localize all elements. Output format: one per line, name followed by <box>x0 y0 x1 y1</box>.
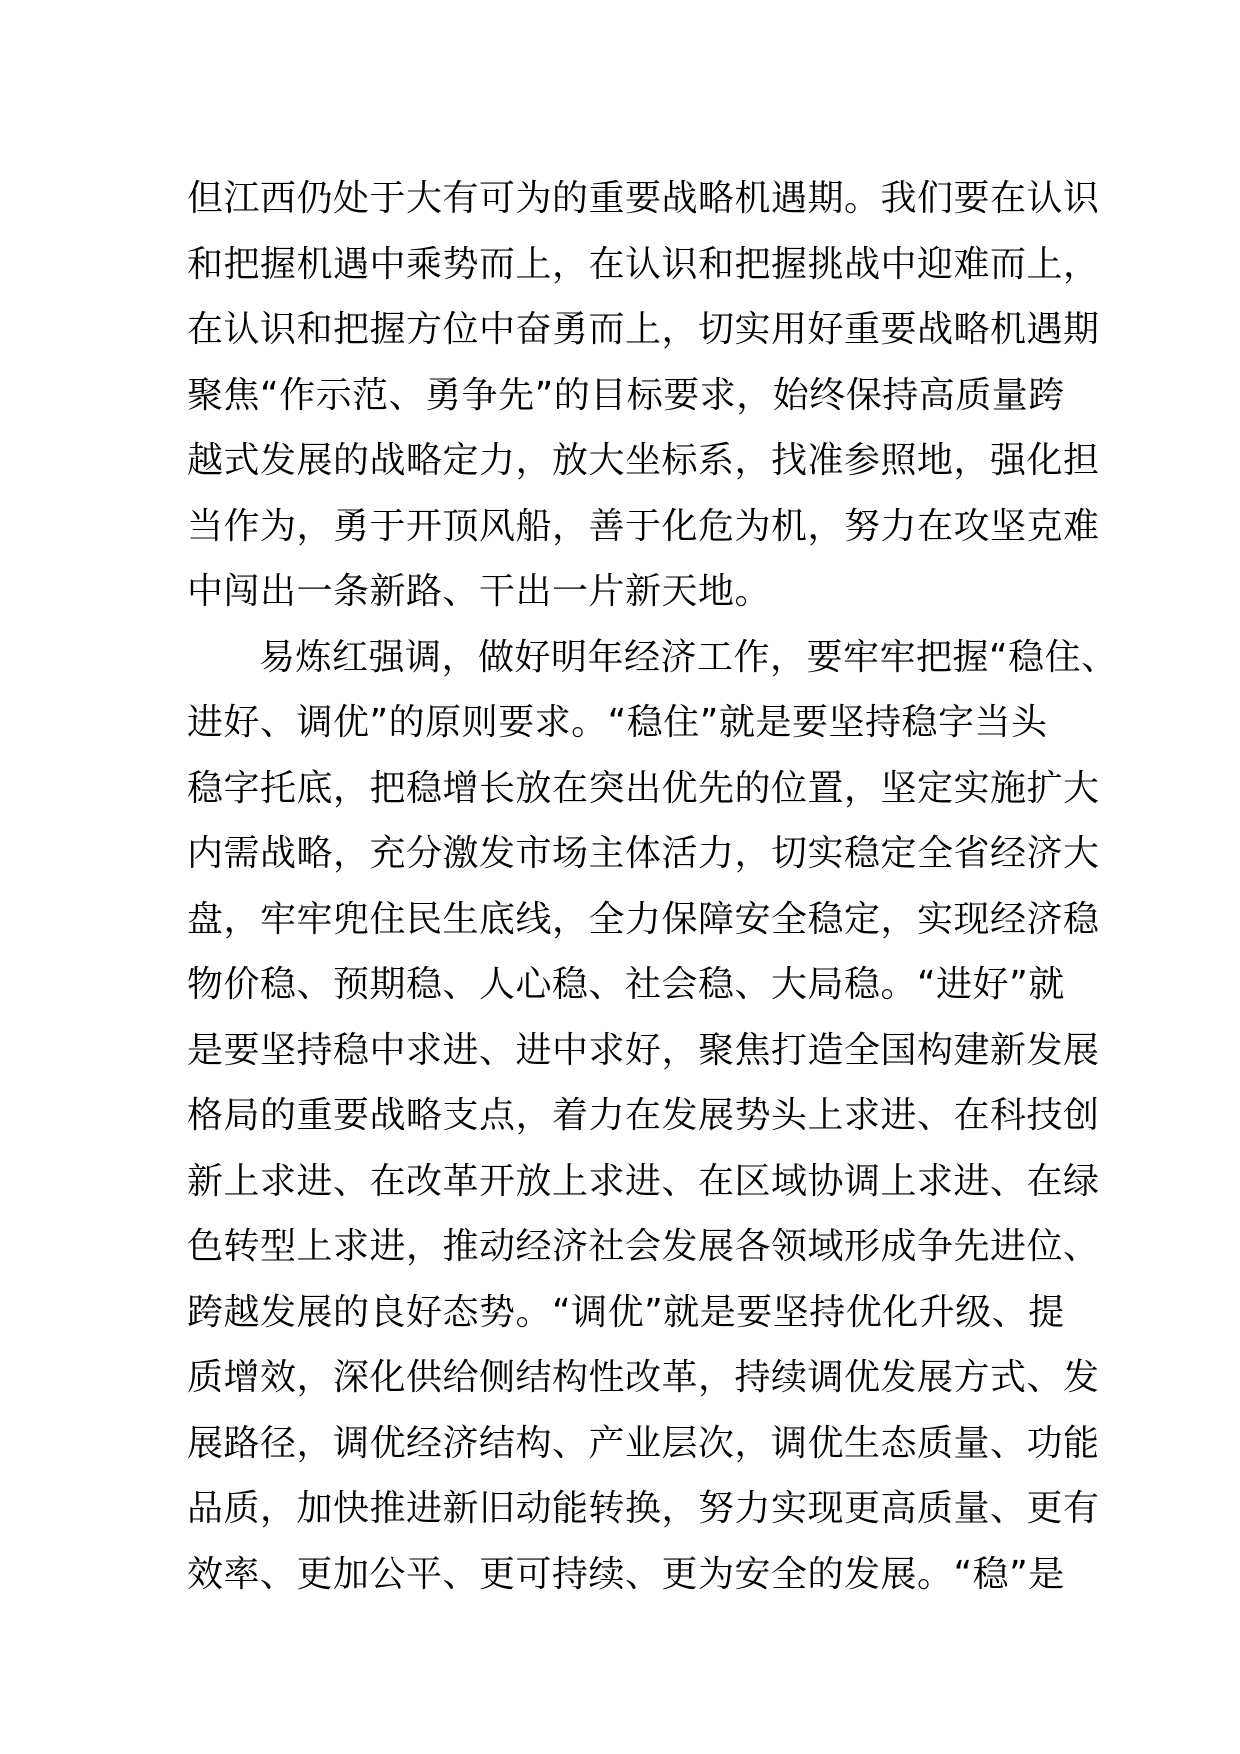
text-line: 盘，牢牢兜住民生底线，全力保障安全稳定，实现经济稳 <box>187 898 1100 940</box>
text-line: 新上求进、在改革开放上求进、在区域协调上求进、在绿 <box>187 1160 1100 1202</box>
text-line: 越式发展的战略定力，放大坐标系，找准参照地，强化担 <box>187 440 1100 481</box>
text-line: 在认识和把握方位中奋勇而上，切实用好重要战略机遇期 <box>187 309 1100 350</box>
text-line: 中闯出一条新路、干出一片新天地。 <box>187 571 772 612</box>
text-line: 是要坚持稳中求进、进中求好，聚焦打造全国构建新发展 <box>187 1029 1100 1071</box>
text-line: 稳字托底，把稳增长放在突出优先的位置，坚定实施扩大 <box>187 767 1100 809</box>
text-line: 格局的重要战略支点，着力在发展势头上求进、在科技创 <box>187 1095 1100 1136</box>
text-line: 展路径，调优经济结构、产业层次，调优生态质量、功能 <box>187 1422 1100 1464</box>
text-line: 聚焦“作示范、勇争先”的目标要求，始终保持高质量跨 <box>187 374 1065 416</box>
paragraph-start-line: 易炼红强调，做好明年经济工作，要牢牢把握“稳住、 <box>259 636 1118 678</box>
text-line: 质增效，深化供给侧结构性改革，持续调优发展方式、发 <box>187 1357 1100 1398</box>
text-line: 和把握机遇中乘势而上，在认识和把握挑战中迎难而上， <box>187 243 1100 285</box>
text-line: 进好、调优”的原则要求。“稳住”就是要坚持稳字当头 <box>187 702 1048 743</box>
text-line: 跨越发展的良好态势。“调优”就是要坚持优化升级、提 <box>187 1291 1065 1333</box>
text-line: 但江西仍处于大有可为的重要战略机遇期。我们要在认识 <box>187 178 1100 219</box>
body-text <box>187 166 1118 1607</box>
text-line: 品质，加快推进新旧动能转换，努力实现更高质量、更有 <box>187 1488 1100 1529</box>
text-line: 物价稳、预期稳、人心稳、社会稳、大局稳。“进好”就 <box>187 964 1065 1005</box>
text-line: 效率、更加公平、更可持续、更为安全的发展。“稳”是 <box>187 1553 1065 1595</box>
text-line: 内需战略，充分激发市场主体活力，切实稳定全省经济大 <box>187 833 1100 874</box>
text-line: 当作为，勇于开顶风船，善于化危为机，努力在攻坚克难 <box>187 505 1100 547</box>
text-line: 色转型上求进，推动经济社会发展各领域形成争先进位、 <box>187 1226 1100 1267</box>
